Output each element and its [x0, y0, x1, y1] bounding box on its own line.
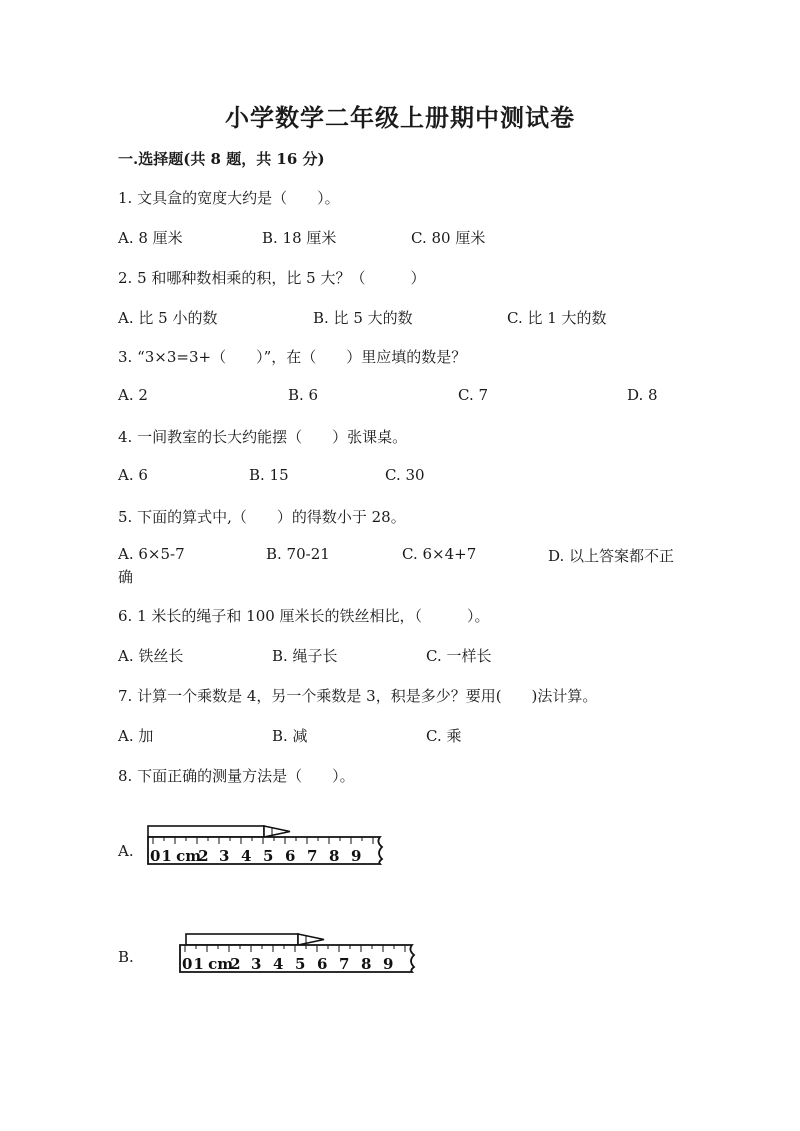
ruler-label: 0: [182, 955, 193, 973]
ruler-label: 1: [161, 847, 172, 865]
ruler-label: 4: [241, 847, 252, 865]
ruler-label: cm: [176, 847, 202, 865]
ruler-label: 4: [273, 955, 284, 973]
ruler-a: [148, 837, 382, 865]
ruler-b: [180, 945, 414, 973]
q3-option-c[interactable]: C. 7: [458, 386, 489, 404]
question-5: 5. 下面的算式中,（ ）的得数小于 28。: [118, 508, 406, 526]
q4-option-c[interactable]: C. 30: [385, 466, 425, 484]
q7-option-b[interactable]: B. 减: [272, 727, 308, 745]
question-1: 1. 文具盒的宽度大约是（ ）。: [118, 189, 340, 207]
ruler-figure-b: [176, 930, 436, 978]
q5-option-b[interactable]: B. 70-21: [266, 545, 330, 563]
ruler-label: 7: [339, 955, 350, 973]
ruler-label: 6: [285, 847, 296, 865]
q5-option-d-wrap: 确: [118, 568, 134, 586]
ruler-label: 8: [329, 847, 340, 865]
pencil-b: [186, 934, 324, 945]
ruler-label: 1: [193, 955, 204, 973]
question-3: 3. “3×3=3+（ ）”，在（ ）里应填的数是？: [118, 348, 467, 366]
question-6: 6. 1 米长的绳子和 100 厘米长的铁丝相比，（ ）。: [118, 607, 490, 625]
q4-option-b[interactable]: B. 15: [249, 466, 289, 484]
q6-option-b[interactable]: B. 绳子长: [272, 647, 338, 665]
ruler-label: 7: [307, 847, 318, 865]
q5-option-d[interactable]: D. 以上答案都不正: [548, 547, 675, 565]
q4-option-a[interactable]: A. 6: [118, 466, 148, 484]
question-2: 2. 5 和哪种数相乘的积，比 5 大？（ ）: [118, 269, 426, 287]
q2-option-c[interactable]: C. 比 1 大的数: [507, 309, 607, 327]
ruler-label: 2: [198, 847, 209, 865]
q6-option-c[interactable]: C. 一样长: [426, 647, 492, 665]
ruler-figure-a: [140, 822, 400, 870]
q6-option-a[interactable]: A. 铁丝长: [118, 647, 184, 665]
section-heading: 一.选择题(共 8 题，共 16 分): [118, 150, 325, 168]
q2-option-a[interactable]: A. 比 5 小的数: [118, 309, 218, 327]
ruler-label: 5: [263, 847, 274, 865]
q7-option-c[interactable]: C. 乘: [426, 727, 462, 745]
ruler-label: 0: [150, 847, 161, 865]
q8-option-b[interactable]: B.: [118, 948, 134, 966]
q3-option-a[interactable]: A. 2: [118, 386, 148, 404]
question-4: 4. 一间教室的长大约能摆（ ）张课桌。: [118, 428, 408, 446]
q8-option-a[interactable]: A.: [118, 842, 134, 860]
q3-option-b[interactable]: B. 6: [288, 386, 319, 404]
q1-option-c[interactable]: C. 80 厘米: [411, 229, 486, 247]
pencil-a: [148, 826, 290, 837]
q3-option-d[interactable]: D. 8: [627, 386, 658, 404]
question-8: 8. 下面正确的测量方法是（ ）。: [118, 767, 355, 785]
ruler-label: 9: [383, 955, 394, 973]
q8-figure-a: [140, 822, 400, 870]
question-7: 7. 计算一个乘数是 4，另一个乘数是 3，积是多少？要用( )法计算。: [118, 687, 598, 705]
q5-option-a[interactable]: A. 6×5-7: [118, 545, 185, 563]
ruler-label: 8: [361, 955, 372, 973]
q1-option-b[interactable]: B. 18 厘米: [262, 229, 337, 247]
q8-figure-b: [176, 930, 436, 978]
ruler-label: 3: [219, 847, 230, 865]
ruler-label: 2: [230, 955, 241, 973]
ruler-label: 6: [317, 955, 328, 973]
ruler-label: 3: [251, 955, 262, 973]
ruler-label: 9: [351, 847, 362, 865]
q2-option-b[interactable]: B. 比 5 大的数: [313, 309, 413, 327]
ruler-label: cm: [208, 955, 234, 973]
page-title: 小学数学二年级上册期中测试卷: [225, 103, 575, 132]
ruler-label: 5: [295, 955, 306, 973]
q7-option-a[interactable]: A. 加: [118, 727, 154, 745]
q5-option-c[interactable]: C. 6×4+7: [402, 545, 477, 563]
q1-option-a[interactable]: A. 8 厘米: [118, 229, 183, 247]
